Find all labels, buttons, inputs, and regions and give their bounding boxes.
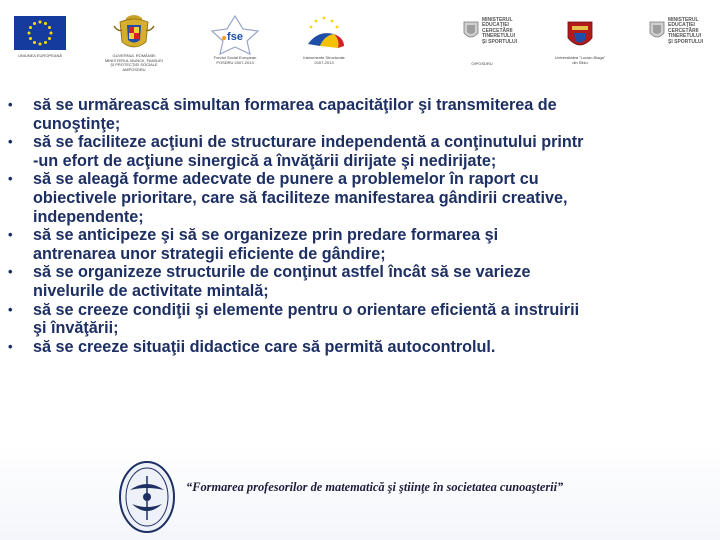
bullet-item [8, 226, 714, 263]
bullet-text: să se creeze condiţii şi elemente pentru o orientare eficientă a instruirii şi învăţării; [33, 300, 580, 338]
project-emblem [118, 460, 176, 534]
logo-caption: OIPOSDRU [471, 61, 493, 66]
bullet-dot-icon: • [8, 227, 13, 243]
bullet-item [8, 301, 714, 338]
project-emblem-icon [118, 460, 176, 534]
bullet-list [8, 96, 714, 356]
project-title: “Formarea profesorilor de matematică şi ştiinţe în societatea cunoaşterii” [186, 480, 564, 494]
fse-logo [202, 14, 268, 76]
bullet-dot-icon: • [8, 134, 13, 150]
fse-mark-text: fse [227, 31, 243, 43]
logo-caption: GUVERNUL ROMÂNIEI MINISTERUL MUNCII, FAMILIEI ŞI PROTECŢIEI SOCIALE AMPOSDRU [104, 53, 164, 72]
ministry-crest-icon [462, 20, 480, 42]
instrumente-structurale-logo [294, 14, 354, 76]
bullet-text: să se anticipeze şi să se organizeze prin predare formarea şi antrenarea unor strategii eficiente de gândire; [33, 226, 499, 263]
bullet-text: să se organizeze structurile de conţinut astfel încât să se varieze nivelurile de activitate mintală; [33, 263, 531, 300]
logo-caption: UNIUNEA EUROPEANĂ [17, 53, 62, 58]
bullet-item [8, 338, 714, 357]
bullet-item [8, 133, 714, 170]
bullet-dot-icon: • [8, 301, 13, 317]
content-area [8, 96, 714, 356]
bullet-text: să se creeze situaţii didactice care să permită autocontrolul. [33, 337, 496, 356]
bullet-text: să se urmărească simultan formarea capacităţilor şi transmiterea de cunoştinţe; [33, 96, 557, 133]
logo-caption: Fondul Social European POSDRU 2007-2013 [213, 55, 257, 65]
ministry-education-logo-2 [648, 18, 714, 58]
bullet-item [8, 170, 714, 226]
bullet-text: să se faciliteze acţiuni de structurare independentă a conţinutului printr -un efort de acţiune sinergică a învăţării dirijate şi nedirijate; [33, 133, 584, 170]
romania-coat-of-arms-logo [96, 12, 172, 78]
logo-strip [0, 0, 720, 80]
ministry-education-logo [462, 18, 526, 70]
logo-caption: Instrumente Structurale 2007-2013 [303, 55, 345, 65]
ministry-text: MINISTERUL EDUCAŢIEI CERCETĂRII TINERETULUI ŞI SPORTULUI [668, 17, 704, 45]
bullet-dot-icon: • [8, 264, 13, 280]
coat-of-arms-icon [96, 12, 172, 54]
bullet-dot-icon: • [8, 97, 13, 112]
bullet-item [8, 96, 714, 133]
eu-flag-icon [14, 16, 66, 50]
logo-caption: Universitatea "Lucian Blaga" din Sibiu [554, 55, 606, 65]
bullet-item [8, 263, 714, 300]
bullet-dot-icon: • [8, 338, 13, 354]
structural-instruments-icon [294, 14, 354, 56]
fse-star-icon [202, 14, 268, 56]
ministry-text: MINISTERUL EDUCAŢIEI CERCETĂRII TINERETULUI ŞI SPORTULUI [482, 17, 518, 45]
bullet-dot-icon: • [8, 171, 13, 187]
university-crest-icon [548, 20, 612, 54]
bullet-text: să se aleagă forme adecvate de punere a problemelor în raport cu obiectivele prioritare, care să faciliteze manifestarea gândirii creative, independente; [33, 170, 568, 226]
university-logo [548, 20, 612, 72]
eu-flag-logo [14, 16, 66, 62]
ministry-crest-icon [648, 20, 666, 42]
